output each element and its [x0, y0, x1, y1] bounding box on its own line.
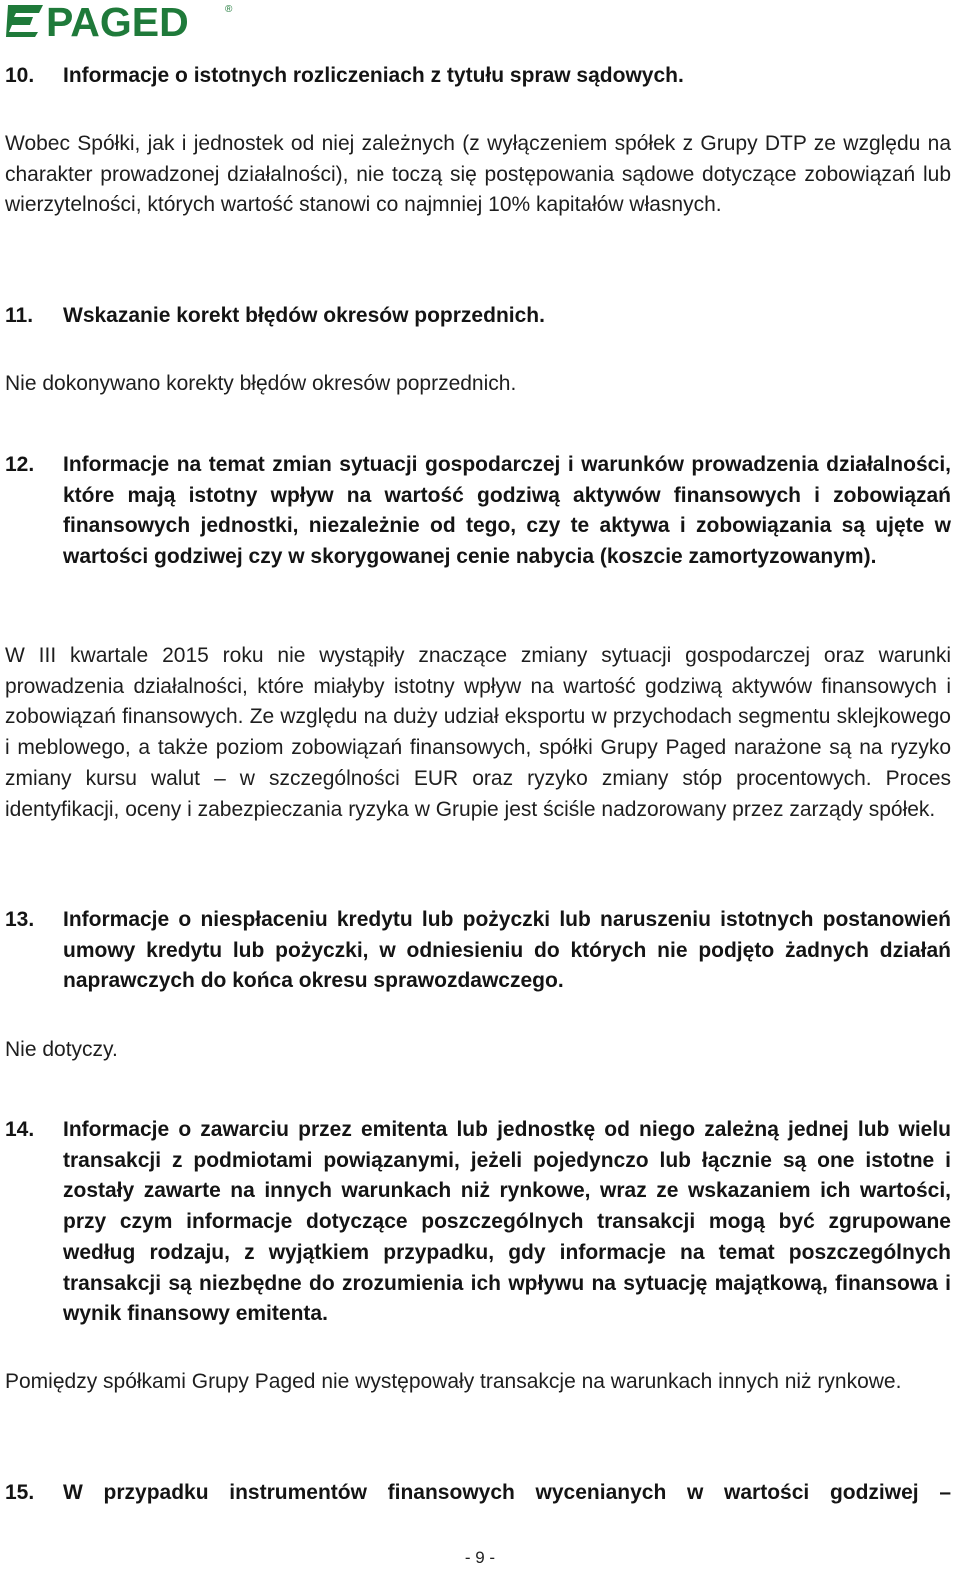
section-13-body: Nie dotyczy.	[5, 1038, 118, 1061]
section-title: Informacje na temat zmian sytuacji gospodarczej i warunków prowadzenia działalności, które mają istotny wpływ na wartość godziwą aktywów finansowych i zobowiązań finansowych jednostki, niezależnie od tego, czy te aktywa i zobowiązania są ujęte w wartości godziwej czy w skorygowanej cenie nabycia (koszcie zamortyzowanym).	[63, 453, 951, 569]
section-number: 14.	[5, 1118, 35, 1141]
registered-mark: ®	[225, 4, 233, 15]
section-number: 10.	[5, 64, 35, 87]
section-title: Informacje o zawarciu przez emitenta lub jednostkę od niego zależną jednej lub wielu transakcji z podmiotami powiązanymi, jeżeli pojedynczo lub łącznie są one istotne i zostały zawarte na innych warunkach niż rynkowe, wraz ze wskazaniem ich wartości, przy czym informacje dotyczące poszczególnych transakcji mogą być zgrupowane według rodzaju, z wyjątkiem przypadku, gdy informacje na temat poszczególnych transakcji są niezbędne do zrozumienia ich wpływu na sytuację majątkową, finansowa i wynik finansowy emitenta.	[63, 1118, 951, 1326]
paged-logo-graphic	[6, 1, 236, 41]
logo-wordmark: PAGED	[46, 1, 189, 41]
section-10-heading	[5, 61, 951, 92]
section-15-heading	[5, 1478, 951, 1509]
paged-logo	[6, 1, 236, 41]
section-13-heading	[5, 905, 951, 997]
section-14-heading	[5, 1115, 951, 1330]
section-title: Informacje o istotnych rozliczeniach z tytułu spraw sądowych.	[63, 64, 684, 87]
section-12-heading	[5, 450, 951, 573]
page-number: - 9 -	[464, 1548, 496, 1567]
section-12-body: W III kwartale 2015 roku nie wystąpiły znaczące zmiany sytuacji gospodarczej oraz warunki prowadzenia działalności, które miałyby istotny wpływ na wartość godziwą aktywów finansowych i zobowiązań finansowych. Ze względu na duży udział eksportu w przychodach segmentu sklejkowego i meblowego, a także poziom zobowiązań finansowych, spółki Grupy Paged narażone są na ryzyko zmiany kursu walut – w szczególności EUR oraz ryzyko zmiany stóp procentowych. Proces identyfikacji, oceny i zabezpieczania ryzyka w Grupie jest ściśle nadzorowany przez zarządy spółek.	[5, 644, 951, 821]
section-title: W przypadku instrumentów finansowych wycenianych w wartości godziwej –	[63, 1481, 951, 1504]
section-number: 15.	[5, 1481, 35, 1504]
section-10-body: Wobec Spółki, jak i jednostek od niej zależnych (z wyłączeniem spółek z Grupy DTP ze względu na charakter prowadzonej działalności), nie toczą się postępowania sądowe dotyczące zobowiązań lub wierzytelności, których wartość stanowi co najmniej 10% kapitałów własnych.	[5, 132, 951, 217]
section-11-body: Nie dokonywano korekty błędów okresów poprzednich.	[5, 372, 517, 395]
section-title: Wskazanie korekt błędów okresów poprzednich.	[63, 304, 545, 327]
section-number: 13.	[5, 908, 35, 931]
section-11-heading	[5, 301, 951, 332]
section-title: Informacje o niespłaceniu kredytu lub pożyczki lub naruszeniu istotnych postanowień umowy kredytu lub pożyczki, w odniesieniu do których nie podjęto żadnych działań naprawczych do końca okresu sprawozdawczego.	[63, 908, 951, 993]
section-number: 12.	[5, 453, 35, 476]
section-number: 11.	[5, 304, 34, 327]
section-14-body: Pomiędzy spółkami Grupy Paged nie występowały transakcje na warunkach innych niż rynkowe.	[5, 1370, 902, 1393]
